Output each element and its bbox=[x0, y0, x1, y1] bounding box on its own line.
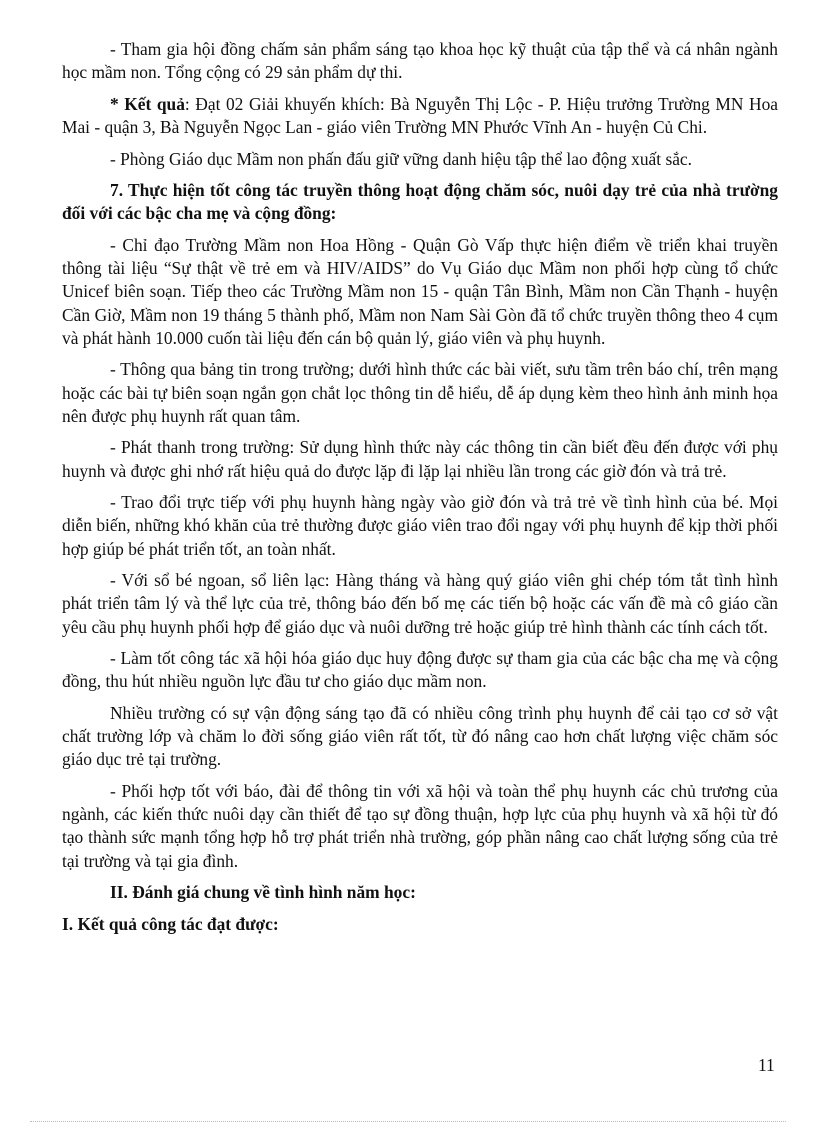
paragraph-judging-panel: - Tham gia hội đồng chấm sản phẩm sáng tạo khoa học kỹ thuật của tập thể và cá nhân ngành học mầm non. Tổng cộng có 29 sản phẩm dự thi. bbox=[62, 39, 778, 83]
paragraph-media-coordination: - Phối hợp tốt với báo, đài để thông tin với xã hội và toàn thể phụ huynh các chủ trương của ngành, các kiến thức nuôi dạy cần thiết để tạo sự đồng thuận, hợp lực của phụ huynh và xã hội từ đó tạo thành sức mạnh tổng hợp hỗ trợ phát triển nhà trường, góp phần nâng cao chất lượng sống của trẻ tại trường và tại gia đình. bbox=[62, 780, 778, 871]
results-lead: * Kết quả bbox=[110, 93, 185, 114]
paragraph-bulletin-board: - Thông qua bảng tin trong trường; dưới hình thức các bài viết, sưu tầm trên báo chí, trên mạng hoặc các bài tự biên soạn ngắn gọn chắt lọc thông tin dễ hiểu, dễ áp dụng kèm theo hình ảnh minh họa nên được phụ huynh rất quan tâm. bbox=[62, 359, 778, 426]
paragraph-parent-projects: Nhiều trường có sự vận động sáng tạo đã có nhiều công trình phụ huynh để cải tạo cơ sở vật chất trường lớp và chăm lo đời sống giáo viên rất tốt, từ đó nâng cao hơn chất lượng việc chăm sóc giáo dục trẻ tại trường. bbox=[62, 702, 778, 770]
paragraph-direct-exchange: - Trao đổi trực tiếp với phụ huynh hàng ngày vào giờ đón và trả trẻ về tình hình của bé. Mọi diễn biến, những khó khăn của trẻ thường được giáo viên trao đổi ngay với phụ huynh để kịp thời phối hợp giúp bé phát triển tốt, an toàn nhất. bbox=[62, 492, 778, 559]
paragraph-hiv-communication: - Chỉ đạo Trường Mầm non Hoa Hồng - Quận Gò Vấp thực hiện điểm về triển khai truyền thông tài liệu “Sự thật về trẻ em và HIV/AIDS” do Vụ Giáo dục Mầm non phối hợp cùng tổ chức Unicef biên soạn. Tiếp theo các Trường Mầm non 15 - quận Tân Bình, Mầm non Cần Thạnh - huyện Cần Giờ, Mầm non 19 tháng 5 thành phố, Mầm non Nam Sài Gòn đã tổ chức truyền thông theo 4 cụm và phát hành 10.000 cuốn tài liệu đến cán bộ quản lý, giáo viên và phụ huynh. bbox=[62, 234, 778, 348]
page-number: 11 bbox=[758, 1055, 775, 1075]
paragraph-department-goal: - Phòng Giáo dục Mầm non phấn đấu giữ vững danh hiệu tập thể lao động xuất sắc. bbox=[110, 148, 693, 169]
section-heading-I: I. Kết quả công tác đạt được: bbox=[62, 913, 279, 934]
section-heading-7: 7. Thực hiện tốt công tác truyền thông hoạt động chăm sóc, nuôi dạy trẻ của nhà trường đối với các bậc cha mẹ và cộng đồng: bbox=[62, 180, 778, 224]
page-bottom-border bbox=[30, 1121, 786, 1122]
paragraph-results bbox=[62, 93, 778, 139]
paragraph-socialization: - Làm tốt công tác xã hội hóa giáo dục huy động được sự tham gia của các bậc cha mẹ và cộng đồng, thu hút nhiều nguồn lực đầu tư cho giáo dục mầm non. bbox=[62, 648, 778, 692]
paragraph-contact-book: - Với sổ bé ngoan, sổ liên lạc: Hàng tháng và hàng quý giáo viên ghi chép tóm tắt tình hình phát triển tâm lý và thể lực của trẻ, thông báo đến bố mẹ các tiến bộ hoặc các vấn đề mà cô giáo cần yêu cầu phụ huynh phối hợp để giáo dục và nuôi dưỡng trẻ hoặc giúp trẻ hình thành các tính cách tốt. bbox=[62, 570, 778, 637]
section-heading-II: II. Đánh giá chung về tình hình năm học: bbox=[110, 882, 416, 903]
paragraph-school-radio: - Phát thanh trong trường: Sử dụng hình thức này các thông tin cần biết đều đến được với phụ huynh và được ghi nhớ rất hiệu quả do được lặp đi lặp lại nhiều lần trong các giờ đón và trả trẻ. bbox=[62, 437, 778, 481]
results-text: : Đạt 02 Giải khuyến khích: Bà Nguyễn Thị Lộc - P. Hiệu trưởng Trường MN Hoa Mai - quận 3, Bà Nguyễn Ngọc Lan - giáo viên Trường MN Phước Vĩnh An - huyện Củ Chi. bbox=[62, 93, 778, 137]
document-page bbox=[62, 38, 778, 942]
